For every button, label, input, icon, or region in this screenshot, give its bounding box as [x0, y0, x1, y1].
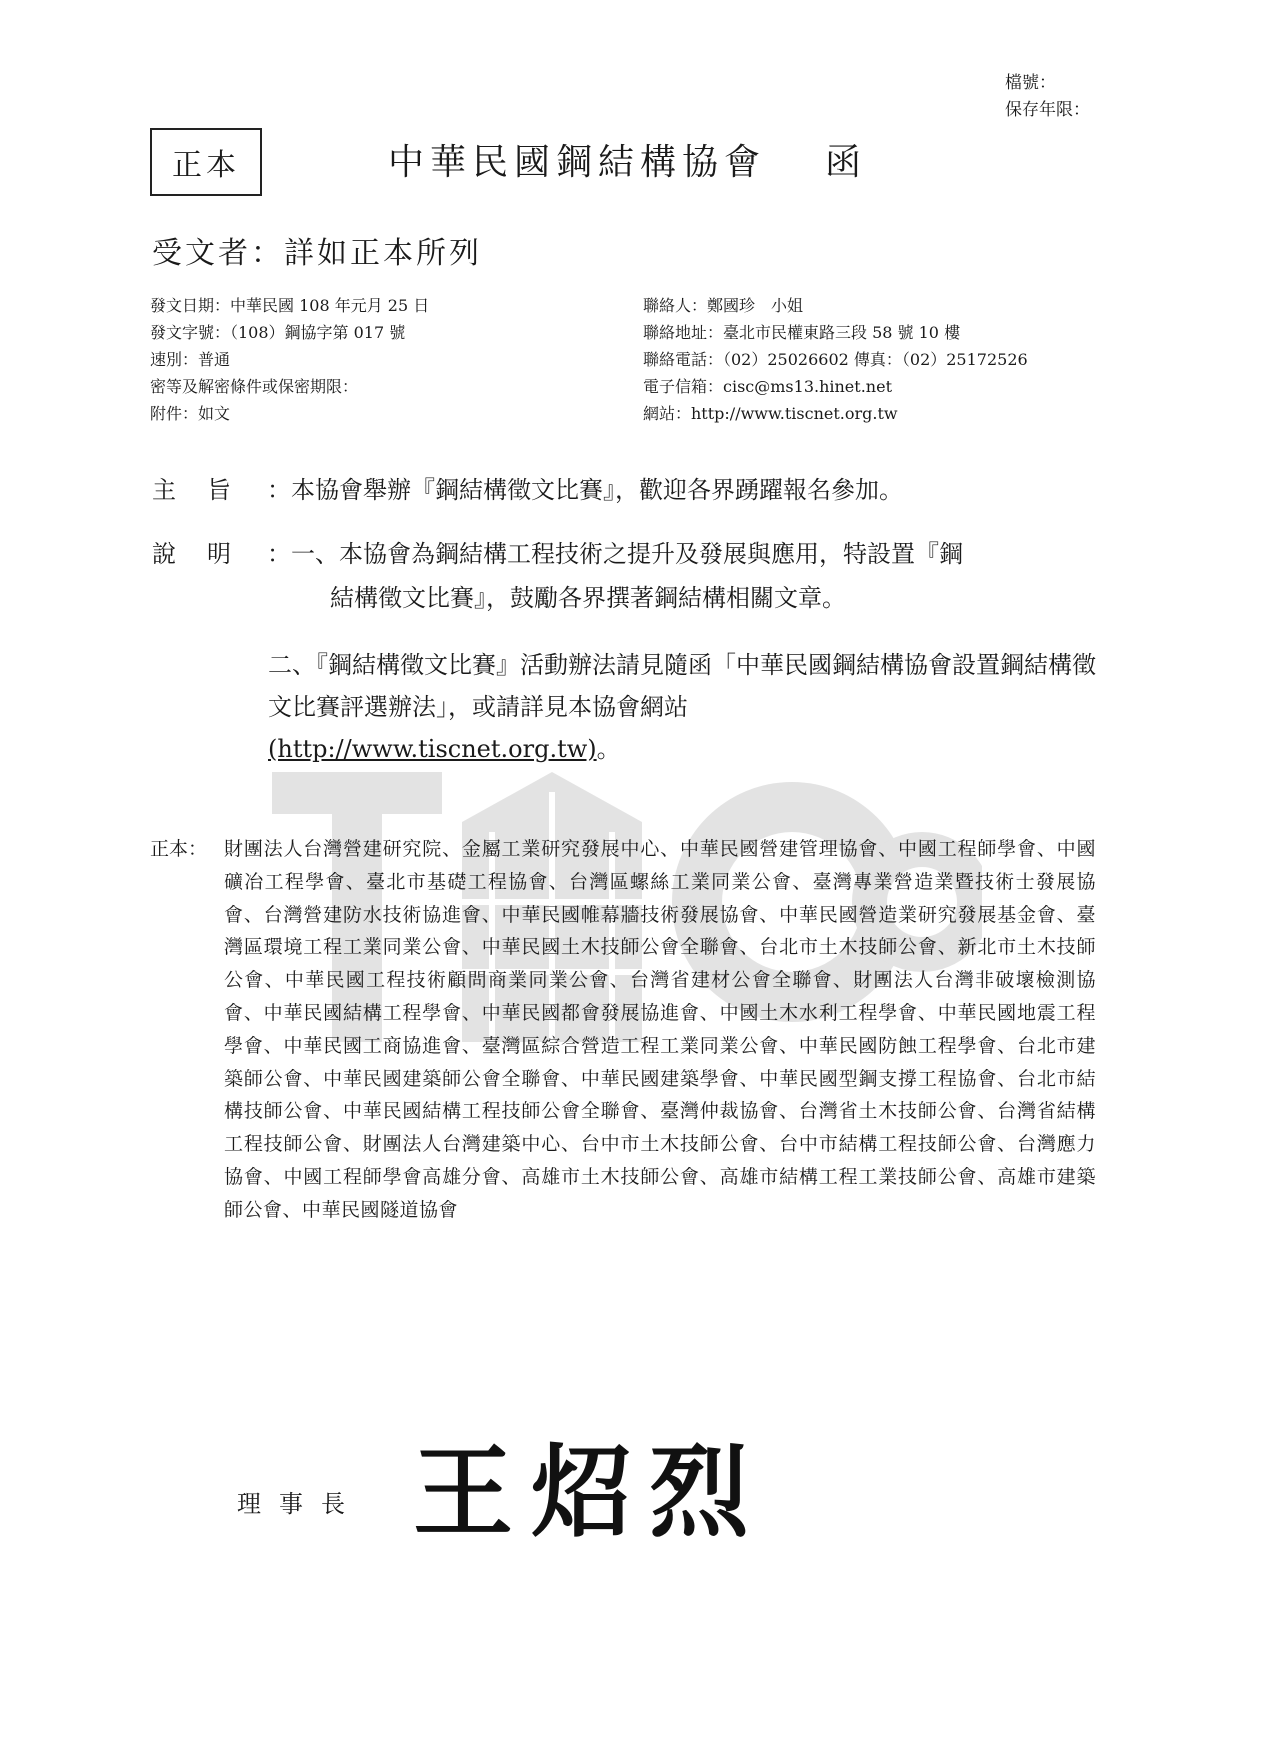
- security-level: 密等及解密條件或保密期限：: [150, 377, 359, 396]
- website-link[interactable]: (http://www.tiscnet.org.tw): [268, 735, 597, 763]
- delivery-speed: 速別：普通: [150, 350, 231, 369]
- chairman-signature: 王炤烈: [413, 1434, 767, 1551]
- explanation-item-1-line-2: 結構徵文比賽』，鼓勵各界撰著鋼結構相關文章。: [330, 584, 846, 612]
- item-2-text: 『鋼結構徵文比賽』活動辦法請見隨函「中華民國鋼結構協會設置鋼結構徵文比賽評選辦法」，或請詳見本協會網站: [268, 651, 1096, 721]
- issue-info: [150, 292, 429, 427]
- copy-type-box: [150, 128, 262, 196]
- organization-title: 中華民國鋼結構協會: [388, 142, 767, 183]
- issue-number: 發文字號：（108）鋼協字第 017 號: [150, 323, 406, 342]
- issue-date: 發文日期：中華民國 108 年元月 25 日: [150, 296, 430, 315]
- carbon-copy-recipients: 財團法人台灣營建研究院、金屬工業研究發展中心、中華民國營建管理協會、中國工程師學會、中國礦冶工程學會、臺北市基礎工程協會、台灣區螺絲工業同業公會、臺灣專業營造業暨技術士發展協會、台灣營建防水技術協進會、中華民國帷幕牆技術發展協會、中華民國營造業研究發展基金會、臺灣區環境工程工業同業公會、中華民國土木技師公會全聯會、台北市土木技師公會、新北市土木技師公會、中華民國工程技術顧問商業同業公會、台灣省建材公會全聯會、財團法人台灣非破壞檢測協會、中華民國結構工程學會、中華民國都會發展協進會、中國土木水利工程學會、中華民國地震工程學會、中華民國工商協進會、臺灣區綜合營造工程工業同業公會、中華民國防蝕工程學會、台北市建築師公會、中華民國建築師公會全聯會、中華民國建築學會、中華民國型鋼支撐工程協會、台北市結構技師公會、中華民國結構工程技師公會全聯會、臺灣仲裁協會、台灣省土木技師公會、台灣省結構工程技師公會、財團法人台灣建築中心、台中市土木技師公會、台中市結構工程技師公會、台灣應力協會、中國工程師學會高雄分會、高雄市土木技師公會、高雄市結構工程工業技師公會、高雄市建築師公會、中華民國隧道協會: [224, 838, 1096, 1221]
- explanation-item-1-line-1: 說 明 ：一、本協會為鋼結構工程技術之提升及發展與應用，特設置『鋼: [152, 532, 1097, 576]
- subject-label: 主 旨: [152, 476, 231, 504]
- file-meta: [1005, 70, 1090, 124]
- subject-line: [152, 470, 903, 505]
- contact-email: 電子信箱：cisc@ms13.hinet.net: [643, 377, 892, 396]
- item-2-number: 二、: [268, 651, 316, 679]
- explanation-section: [152, 532, 1097, 763]
- carbon-copy-label: 正本：: [150, 838, 208, 860]
- subject-text: ：本協會舉辦『鋼結構徵文比賽』，歡迎各界踴躍報名參加。: [267, 476, 903, 504]
- contact-address: 聯絡地址：臺北市民權東路三段 58 號 10 樓: [643, 323, 961, 342]
- chairman-title: 理事長: [237, 1490, 363, 1518]
- contact-phone: 聯絡電話：（02）25026602 傳真：（02）25172526: [643, 350, 1028, 369]
- contact-website: 網站：http://www.tiscnet.org.tw: [643, 404, 898, 423]
- document-type: 函: [825, 142, 862, 183]
- explanation-label: 說 明: [152, 540, 231, 568]
- contact-info: [643, 292, 1028, 427]
- contact-person: 聯絡人：鄭國珍 小姐: [643, 296, 804, 315]
- copy-type-label: 正本: [172, 148, 240, 183]
- recipient-line: 受文者：詳如正本所列: [152, 236, 482, 271]
- explanation-item-2: 二、『鋼結構徵文比賽』活動辦法請見隨函「中華民國鋼結構協會設置鋼結構徵文比賽評選辦法」，或請詳見本協會網站 (http://www.tiscnet.org.tw)。: [268, 651, 1096, 763]
- attachment: 附件：如文: [150, 404, 231, 423]
- retention-period: 保存年限：: [1005, 100, 1090, 120]
- carbon-copy-list: [150, 833, 1096, 1227]
- file-number: 檔號：: [1005, 73, 1056, 93]
